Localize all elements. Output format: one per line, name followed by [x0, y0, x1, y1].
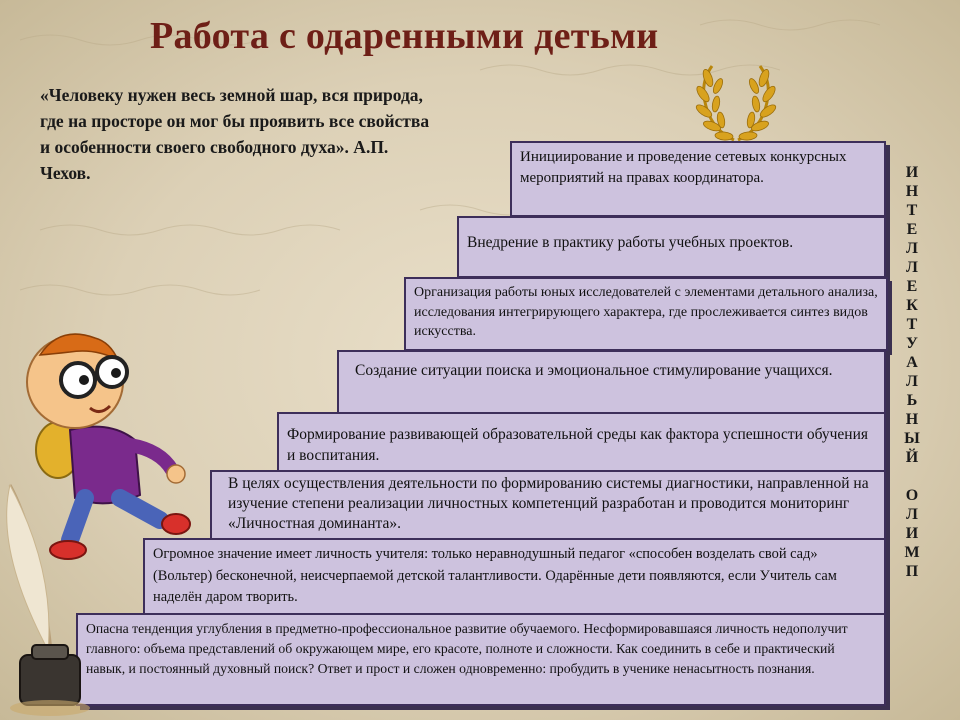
vertical-letter: Л	[906, 259, 918, 276]
vertical-letter: У	[906, 335, 918, 352]
vertical-caption	[895, 163, 929, 581]
chekhov-quote: «Человеку нужен весь земной шар, вся природа, где на просторе он мог бы проявить все свойства и особенности своего свободного духа». А.П. Чехов.	[40, 85, 430, 183]
step-5	[277, 412, 886, 472]
vertical-letter: А	[906, 354, 918, 371]
vertical-letter: Л	[906, 373, 918, 390]
vertical-letter: Л	[906, 240, 918, 257]
step-1	[510, 141, 886, 217]
vertical-letter: Л	[906, 506, 918, 523]
vertical-letter: М	[904, 544, 920, 561]
vertical-letter: Т	[906, 202, 918, 219]
vertical-letter: Й	[905, 449, 919, 466]
vertical-letter: И	[905, 525, 919, 542]
vertical-letter: Н	[905, 183, 919, 200]
vertical-letter: Е	[906, 221, 918, 238]
step-5-text: Формирование развивающей образовательной среды как фактора успешности обучения и воспитания.	[287, 426, 869, 464]
step-6	[210, 470, 886, 540]
vertical-letter: К	[906, 297, 918, 314]
step-8-text: Опасна тенденция углубления в предметно-профессиональное развитие обучаемого. Несформировавшаяся личность недополучит главного: объема представлений об окружающем мире, его красоте, полноте и сложности. Как соединить в себе и практический навык, и постоянный духовный поиск? Ответ и прост и сложен одновременно: пробудить в ученике ненасытность познания.	[86, 621, 848, 676]
vertical-letter: П	[905, 563, 919, 580]
page-title: Работа с одаренными детьми	[150, 15, 659, 57]
vertical-letter: Ь	[906, 392, 918, 409]
step-7-text: Огромное значение имеет личность учителя: только неравнодушный педагог «способен возделать свой сад» (Вольтер) бесконечной, неисчерпаемой детской талантливости. Одарённые дети появляются, если Учитель сам наделён даром творить.	[153, 546, 837, 605]
vertical-letter: Н	[905, 411, 919, 428]
step-8	[76, 613, 886, 706]
vertical-letter: Ы	[904, 430, 920, 447]
step-6-text: В целях осуществления деятельности по формированию системы диагностики, направленной на изучение степени реализации личностных компетенций разработан и проводится мониторинг «Личностная доминанта».	[228, 475, 869, 532]
vertical-gap	[895, 467, 929, 486]
quill-inkwell-illustration	[0, 480, 90, 720]
step-3	[404, 277, 888, 351]
vertical-letter: О	[905, 487, 919, 504]
step-2	[457, 216, 886, 278]
step-3-text: Организация работы юных исследователей с элементами детального анализа, исследования интегрирующего характера, где прослеживается синтез видов искусства.	[414, 285, 878, 339]
vertical-letter: Т	[906, 316, 918, 333]
step-7	[143, 538, 886, 615]
laurel-wreath-icon	[690, 58, 782, 150]
vertical-letter: Е	[906, 278, 918, 295]
step-4	[337, 350, 886, 414]
vertical-letter: И	[905, 164, 919, 181]
step-1-text: Инициирование и проведение сетевых конкурсных мероприятий на правах координатора.	[520, 149, 847, 186]
step-4-text: Создание ситуации поиска и эмоциональное стимулирование учащихся.	[355, 362, 833, 379]
step-2-text: Внедрение в практику работы учебных проектов.	[467, 234, 794, 251]
